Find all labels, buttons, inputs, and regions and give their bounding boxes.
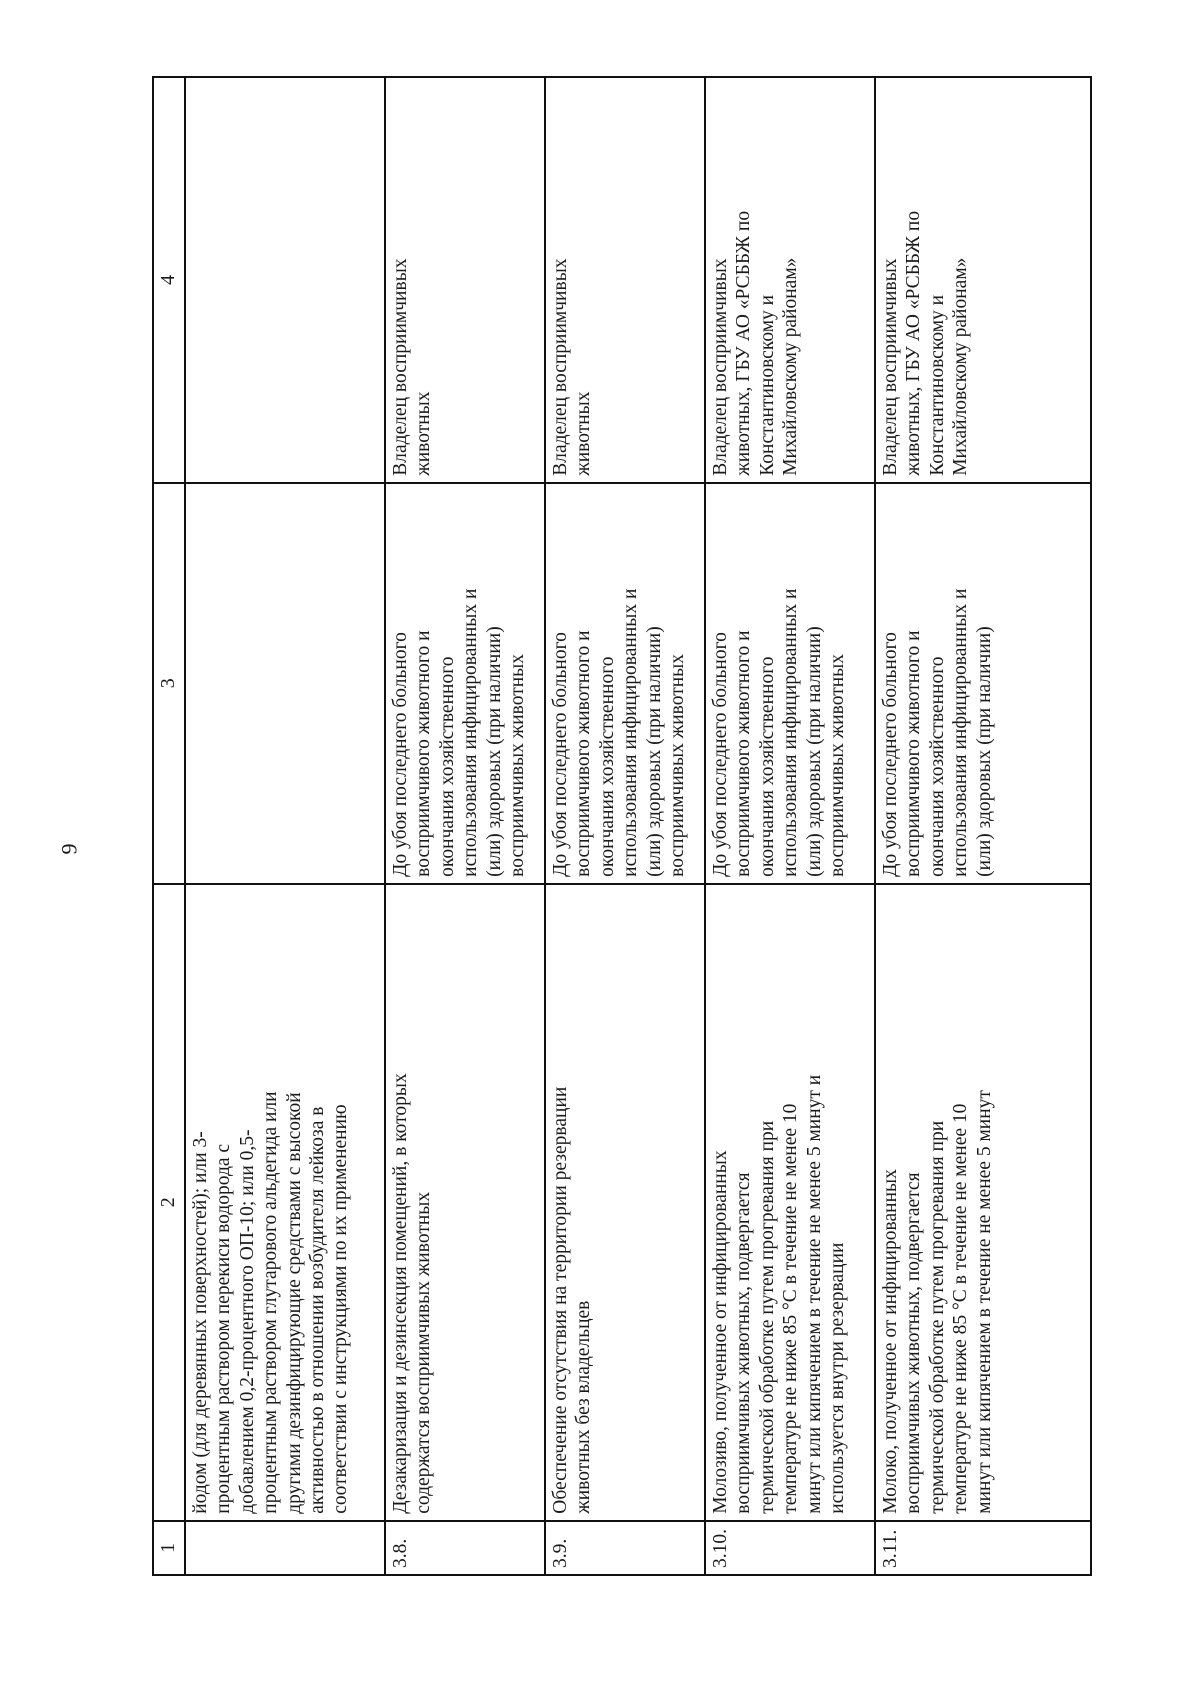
column-header: 3 (153, 483, 185, 884)
responsible-cell: Владелец восприимчивых животных (545, 77, 705, 483)
responsible-cell: Владелец восприимчивых животных (385, 77, 545, 483)
term-cell (185, 483, 385, 884)
row-number: 3.11. (875, 1521, 1091, 1575)
measure-cell: Обеспечение отсутствия на территории резервации животных без владельцев (545, 884, 705, 1521)
measure-cell: Молоко, полученное от инфицированных восприимчивых животных, подвергается термической обработке путем прогревания при температуре не ниже 85 °С в течение не менее 10 минут или кипячением в течение не менее 5 минут (875, 884, 1091, 1521)
measure-cell: Дезакаризация и дезинсекция помещений, в которых содержатся восприимчивых животных (385, 884, 545, 1521)
table-row (385, 77, 545, 1575)
page-number: 9 (56, 843, 82, 855)
column-header: 4 (153, 77, 185, 483)
table-header-row (153, 77, 185, 1575)
measures-table (152, 76, 1092, 1576)
responsible-cell: Владелец восприимчивых животных, ГБУ АО «РСББЖ по Константиновскому и Михайловскому районам» (705, 77, 875, 483)
term-cell: До убоя последнего больного восприимчивого животного и окончания хозяйственного использования инфицированных и (или) здоровых (при наличии) восприимчивых животных (705, 483, 875, 884)
row-number: 3.10. (705, 1521, 875, 1575)
table-row (545, 77, 705, 1575)
table-row (185, 77, 385, 1575)
responsible-cell: Владелец восприимчивых животных, ГБУ АО «РСББЖ по Константиновскому и Михайловскому районам» (875, 77, 1091, 483)
row-number: 3.9. (545, 1521, 705, 1575)
term-cell: До убоя последнего больного восприимчивого животного и окончания хозяйственного использования инфицированных и (или) здоровых (при наличии) (875, 483, 1091, 884)
column-header: 1 (153, 1521, 185, 1575)
table-row (705, 77, 875, 1575)
row-number: 3.8. (385, 1521, 545, 1575)
row-number (185, 1521, 385, 1575)
rotated-page-content (152, 76, 1092, 1576)
term-cell: До убоя последнего больного восприимчивого животного и окончания хозяйственного использования инфицированных и (или) здоровых (при наличии) восприимчивых животных (385, 483, 545, 884)
responsible-cell (185, 77, 385, 483)
column-header: 2 (153, 884, 185, 1521)
measure-cell: Молозиво, полученное от инфицированных восприимчивых животных, подвергается термической обработке путем прогревания при температуре не ниже 85 °С в течение не менее 10 минут или кипячением в течение не менее 5 минут и используется внутри резервации (705, 884, 875, 1521)
table-row (875, 77, 1091, 1575)
measure-cell: йодом (для деревянных поверхностей); или 3- процентным раствором перекиси водорода с добавлением 0,2-процентного ОП-10; или 0,5- процентным раствором глутарового альдегида или другими дезинфицирующие средствами с высокой активностью в отношении возбудителя лейкоза в соответствии с инструкциями по их применению (185, 884, 385, 1521)
term-cell: До убоя последнего больного восприимчивого животного и окончания хозяйственного использования инфицированных и (или) здоровых (при наличии) восприимчивых животных (545, 483, 705, 884)
